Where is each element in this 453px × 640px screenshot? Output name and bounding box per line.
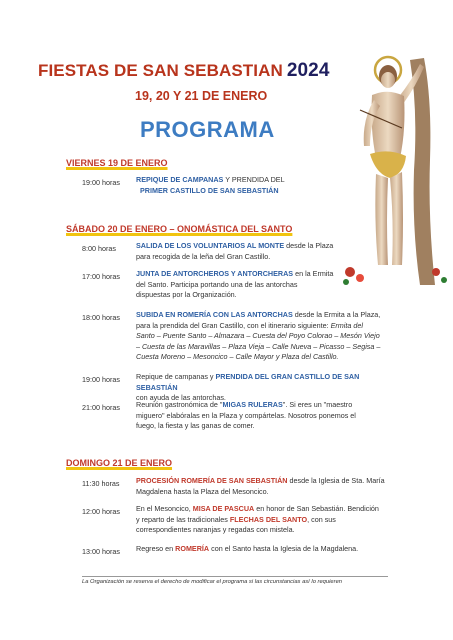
footer-disclaimer: La Organización se reserva el derecho de modificar el programa si las circunstancias así lo requieren — [82, 579, 343, 585]
event-description: PROCESIÓN ROMERÍA DE SAN SEBASTIÁN desde la Iglesia de Sta. María Magdalena hasta la Plaza del Mesoncico. — [136, 476, 385, 496]
programa-heading: PROGRAMA — [140, 117, 275, 142]
event-description: Reunión gastronómica de "MIGAS RULERAS". Si eres un "maestro miguero" elabóralas en la Plaza y compártelas. Nosotros ponemos el fuego, la fiesta y las ganas de comer. — [136, 400, 356, 430]
event-description: SUBIDA EN ROMERÍA CON LAS ANTORCHAS desde la Ermita a la Plaza, para la prendida del Gran Castillo, con el itinerario siguiente: Ermita del Santo – Puente Santo – Almazara – Cuesta del Poyo Colorao – Mesón Viejo – Cuesta de las Maravillas – Plaza Vieja – Calle Nueva – Picasso – Segisa – Cuesta Moreno – Mesoncico – Calle Mayor y Plaza del Castillo. — [136, 310, 381, 361]
title-text: FIESTAS DE SAN SEBASTIAN — [38, 61, 283, 80]
event-description: Repique de campanas y PRENDIDA DEL GRAN CASTILLO DE SAN SEBASTIÁN con ayuda de las antorchas. — [136, 372, 360, 402]
event-time: 8:00 horas — [82, 244, 116, 253]
event-time: 13:00 horas — [82, 547, 120, 556]
event-description: En el Mesoncico, MISA DE PASCUA en honor de San Sebastián. Bendición y reparto de las tradicionales FLECHAS DEL SANTO, con sus correspondientes naranjas y regadas con mistela. — [136, 504, 379, 534]
event-description: JUNTA DE ANTORCHEROS Y ANTORCHERAS en la Ermita del Santo. Participa portando una de las antorchas dispuestas por la Organización. — [136, 269, 334, 299]
event-time: 12:00 horas — [82, 507, 120, 516]
event-time: 19:00 horas — [82, 375, 120, 384]
event-time: 19:00 horas — [82, 178, 120, 187]
event-description: Regreso en ROMERÍA con el Santo hasta la Iglesia de la Magdalena. — [136, 544, 359, 553]
event-time: 17:00 horas — [82, 272, 120, 281]
title-year: 2024 — [286, 60, 330, 81]
footer-divider — [82, 576, 388, 577]
day-heading-saturday: SÁBADO 20 DE ENERO – ONOMÁSTICA DEL SANTO — [66, 224, 293, 234]
day-heading-sunday: DOMINGO 21 DE ENERO — [66, 458, 173, 468]
event-time: 18:00 horas — [82, 313, 120, 322]
event-time: 21:00 horas — [82, 403, 120, 412]
festival-dates: 19, 20 Y 21 DE ENERO — [135, 89, 268, 103]
event-time: 11:30 horas — [82, 479, 120, 488]
day-heading-friday: VIERNES 19 DE ENERO — [66, 158, 168, 168]
event-description: SALIDA DE LOS VOLUNTARIOS AL MONTE desde la Plaza para recogida de la leña del Gran Castillo. — [136, 241, 334, 261]
poster-title — [38, 60, 330, 82]
event-description: REPIQUE DE CAMPANAS Y PRENDIDA DEL PRIMER CASTILLO DE SAN SEBASTIÁN — [136, 175, 285, 195]
